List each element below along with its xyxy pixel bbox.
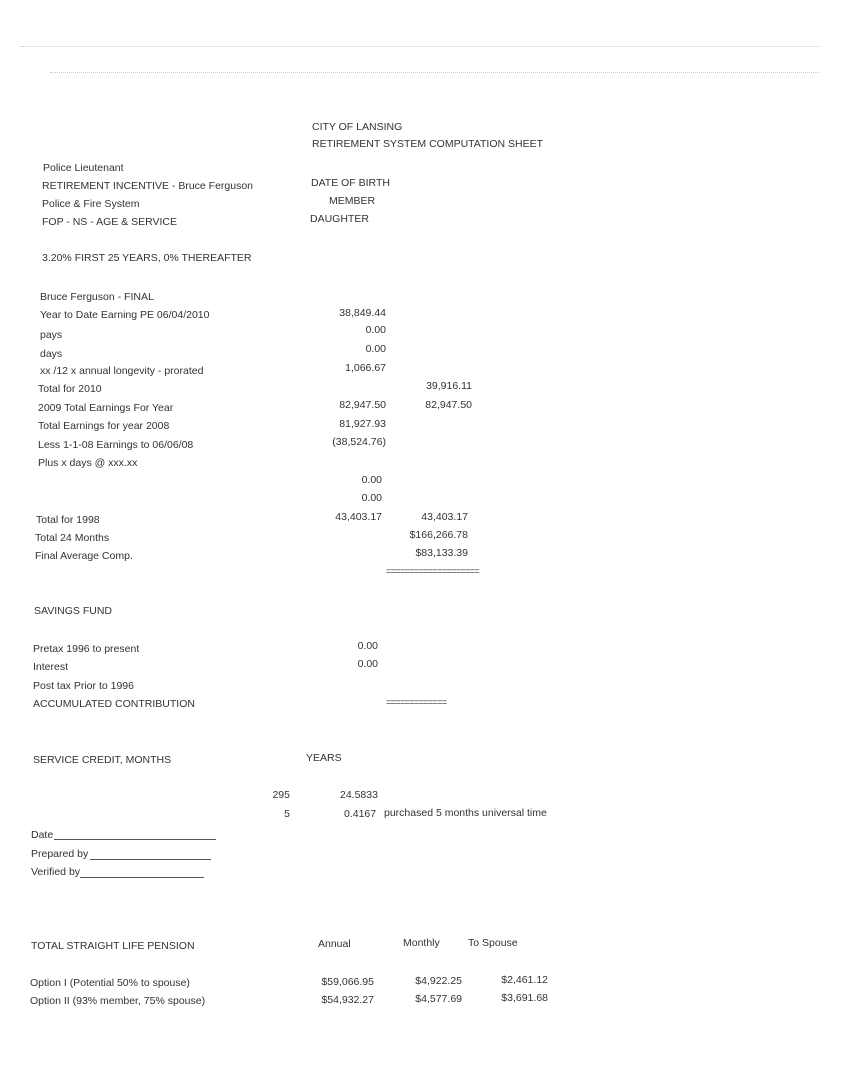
pretax-label: Pretax 1996 to present [33, 643, 140, 655]
incentive-line: RETIREMENT INCENTIVE - Bruce Ferguson [42, 180, 254, 192]
sheet-title: RETIREMENT SYSTEM COMPUTATION SHEET [312, 138, 544, 150]
extra-zero-value: 0.00 [361, 474, 382, 486]
earnings-row-col1: 0.00 [365, 343, 386, 355]
union-line: FOP - NS - AGE & SERVICE [42, 216, 177, 228]
total-1998-col1: 43,403.17 [335, 511, 382, 523]
service-credit-title: SERVICE CREDIT, MONTHS [33, 754, 172, 766]
accumulated-contribution-label: ACCUMULATED CONTRIBUTION [33, 698, 195, 710]
earnings-row-label: Total for 2010 [38, 383, 102, 395]
savings-fund-title: SAVINGS FUND [34, 605, 112, 617]
extra-zero-value: 0.00 [361, 492, 382, 504]
pension-monthly-value: $4,577.69 [415, 993, 462, 1005]
prepared-by-signature-line [90, 859, 211, 860]
purchased-time-note: purchased 5 months universal time [384, 807, 547, 819]
service-months-value: 295 [272, 789, 290, 801]
service-months-value: 5 [284, 808, 290, 820]
pension-option-label: Option II (93% member, 75% spouse) [30, 995, 206, 1007]
total-24-months-label: Total 24 Months [35, 532, 110, 544]
earnings-row-label: pays [40, 329, 63, 341]
daughter-label: DAUGHTER [310, 213, 369, 225]
verified-by-label: Verified by [31, 866, 81, 878]
date-label: Date [31, 829, 54, 841]
position-title: Police Lieutenant [43, 162, 124, 174]
col-header-to-spouse: To Spouse [468, 937, 518, 949]
total-24-months-value: $166,266.78 [409, 529, 468, 541]
earnings-row-label: xx /12 x annual longevity - prorated [40, 365, 204, 377]
interest-label: Interest [33, 661, 69, 673]
pretax-value: 0.00 [357, 640, 378, 652]
total-1998-col2: 43,403.17 [421, 511, 468, 523]
col-header-annual: Annual [318, 938, 351, 950]
interest-value: 0.00 [357, 658, 378, 670]
dob-label: DATE OF BIRTH [311, 177, 390, 189]
earnings-row-col2: 39,916.11 [426, 380, 472, 392]
pension-annual-value: $59,066.95 [321, 976, 374, 988]
double-underline: ==================== [386, 566, 480, 576]
member-label: MEMBER [329, 195, 376, 207]
scan-artifact-line [20, 46, 820, 47]
col-header-monthly: Monthly [403, 937, 440, 949]
total-1998-label: Total for 1998 [36, 514, 100, 526]
earnings-row-col1: 0.00 [365, 324, 386, 336]
city-title: CITY OF LANSING [312, 121, 403, 133]
posttax-label: Post tax Prior to 1996 [33, 680, 134, 692]
earnings-row-label: 2009 Total Earnings For Year [38, 402, 174, 414]
earnings-row-label: days [40, 348, 63, 360]
earnings-row-col1: 38,849.44 [339, 307, 386, 319]
service-years-value: 0.4167 [344, 808, 377, 820]
date-signature-line [54, 839, 216, 840]
earnings-row-col2: 82,947.50 [425, 399, 472, 411]
earnings-row-label: Total Earnings for year 2008 [38, 420, 170, 432]
double-underline: ============= [386, 697, 447, 707]
final-average-comp-value: $83,133.39 [415, 547, 468, 559]
earnings-row-col1: 1,066.67 [345, 362, 386, 374]
pension-monthly-value: $4,922.25 [415, 975, 462, 987]
pension-spouse-value: $2,461.12 [501, 974, 548, 986]
prepared-by-label: Prepared by [31, 848, 89, 860]
service-years-value: 24.5833 [340, 789, 378, 801]
final-average-comp-label: Final Average Comp. [35, 550, 133, 562]
years-label: YEARS [306, 752, 342, 764]
pension-annual-value: $54,932.27 [321, 994, 374, 1006]
earnings-row-col1: (38,524.76) [332, 436, 386, 448]
verified-by-signature-line [80, 877, 204, 878]
pension-title: TOTAL STRAIGHT LIFE PENSION [31, 940, 195, 952]
earnings-row-label: Plus x days @ xxx.xx [38, 457, 138, 469]
system-line: Police & Fire System [42, 198, 140, 210]
multiplier-line: 3.20% FIRST 25 YEARS, 0% THEREAFTER [42, 252, 252, 264]
earnings-section-title: Bruce Ferguson - FINAL [40, 291, 154, 303]
earnings-row-col1: 82,947.50 [339, 399, 386, 411]
earnings-row-label: Less 1-1-08 Earnings to 06/06/08 [38, 439, 194, 451]
pension-option-label: Option I (Potential 50% to spouse) [30, 977, 190, 989]
scan-artifact-line [50, 72, 820, 73]
earnings-row-col1: 81,927.93 [339, 418, 386, 430]
pension-spouse-value: $3,691.68 [501, 992, 548, 1004]
earnings-row-label: Year to Date Earning PE 06/04/2010 [40, 309, 210, 321]
